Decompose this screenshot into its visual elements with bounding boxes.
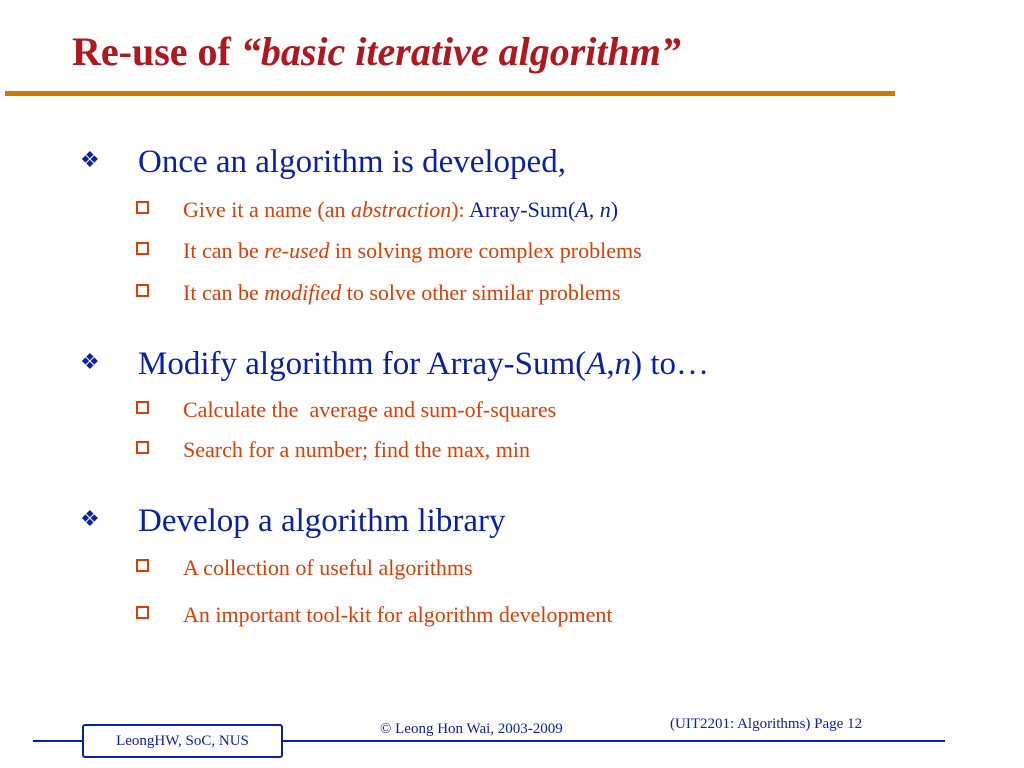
square-bullet-icon (136, 441, 149, 454)
title-emphasis: basic iterative algorithm (260, 29, 661, 74)
square-bullet-icon (136, 559, 149, 572)
square-bullet-icon (136, 401, 149, 414)
title-open-quote: “ (240, 29, 261, 74)
bullet-text: Develop a algorithm library (138, 503, 506, 539)
title-close-quote: ” (660, 29, 681, 74)
subbullet-text: An important tool-kit for algorithm development (183, 602, 613, 627)
diamond-bullet-icon: ❖ (80, 507, 100, 532)
subbullet-text: It can be re-used in solving more complex problems (183, 238, 642, 263)
bullet-text: Once an algorithm is developed, (138, 144, 566, 180)
subbullet-text: Give it a name (an abstraction): Array-Sum(A, n) (183, 197, 619, 222)
subbullet-text: It can be modified to solve other similar problems (183, 280, 621, 305)
diamond-bullet-icon: ❖ (80, 148, 100, 173)
subbullet-text: Calculate the average and sum-of-squares (183, 397, 557, 422)
title-prefix: Re-use of (72, 29, 241, 74)
slide-title (72, 30, 681, 74)
subbullet-text: A collection of useful algorithms (183, 555, 473, 580)
square-bullet-icon (136, 201, 149, 214)
diamond-bullet-icon: ❖ (80, 350, 100, 375)
footer-copyright: © Leong Hon Wai, 2003-2009 (380, 721, 563, 737)
square-bullet-icon (136, 606, 149, 619)
footer-author-box: LeongHW, SoC, NUS (82, 724, 283, 758)
square-bullet-icon (136, 242, 149, 255)
title-underline (5, 91, 895, 96)
footer-page-number: (UIT2201: Algorithms) Page 12 (670, 716, 863, 732)
subbullet-text: Search for a number; find the max, min (183, 437, 531, 462)
square-bullet-icon (136, 284, 149, 297)
bullet-text: Modify algorithm for Array-Sum(A,n) to… (138, 346, 710, 382)
